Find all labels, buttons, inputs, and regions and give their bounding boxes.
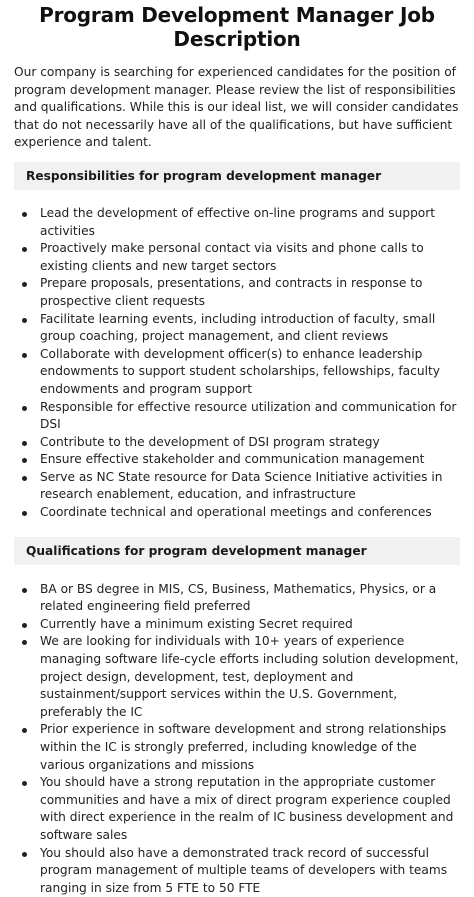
list-item: You should have a strong reputation in the appropriate customer communities and have a mix of direct program experience coupled with direct experience in the realm of IC business development and software sales	[14, 774, 460, 844]
list-item: Collaborate with development officer(s) to enhance leadership endowments to support student scholarships, fellowships, faculty endowments and program support	[14, 346, 460, 399]
list-item: Prepare proposals, presentations, and contracts in response to prospective client requests	[14, 275, 460, 310]
list-item: Prior experience in software development and strong relationships within the IC is strongly preferred, including knowledge of the various organizations and missions	[14, 721, 460, 774]
list-item: Ensure effective stakeholder and communication management	[14, 451, 460, 469]
list-item: Lead the development of effective on-line programs and support activities	[14, 205, 460, 240]
list-item: Currently have a minimum existing Secret required	[14, 616, 460, 634]
list-item: Facilitate learning events, including introduction of faculty, small group coaching, project management, and client reviews	[14, 311, 460, 346]
responsibilities-list	[14, 205, 460, 522]
list-item: You should also have a demonstrated track record of successful program management of multiple teams of developers with teams ranging in size from 5 FTE to 50 FTE	[14, 845, 460, 897]
list-item: Serve as NC State resource for Data Science Initiative activities in research enablement, education, and infrastructure	[14, 469, 460, 504]
list-item: Responsible for effective resource utilization and communication for DSI	[14, 399, 460, 434]
intro-paragraph: Our company is searching for experienced candidates for the position of program development manager. Please review the list of responsibilities and qualifications. While this is our ideal list, we will consider candidates that do not necessarily have all of the qualifications, but have sufficient experience and talent.	[14, 65, 459, 150]
list-item: BA or BS degree in MIS, CS, Business, Mathematics, Physics, or a related engineering field preferred	[14, 581, 460, 616]
list-item: We are looking for individuals with 10+ years of experience managing software life-cycle efforts including solution development, project design, development, test, deployment and sustainment/support services within the U.S. Government, preferably the IC	[14, 633, 460, 721]
page-title: Program Development Manager Job Description	[39, 3, 435, 51]
list-item: Contribute to the development of DSI program strategy	[14, 434, 460, 452]
qualifications-list	[14, 581, 460, 897]
list-item: Coordinate technical and operational meetings and conferences	[14, 504, 460, 522]
responsibilities-header: Responsibilities for program development manager	[14, 162, 460, 190]
qualifications-header: Qualifications for program development manager	[14, 537, 460, 565]
list-item: Proactively make personal contact via visits and phone calls to existing clients and new target sectors	[14, 240, 460, 275]
